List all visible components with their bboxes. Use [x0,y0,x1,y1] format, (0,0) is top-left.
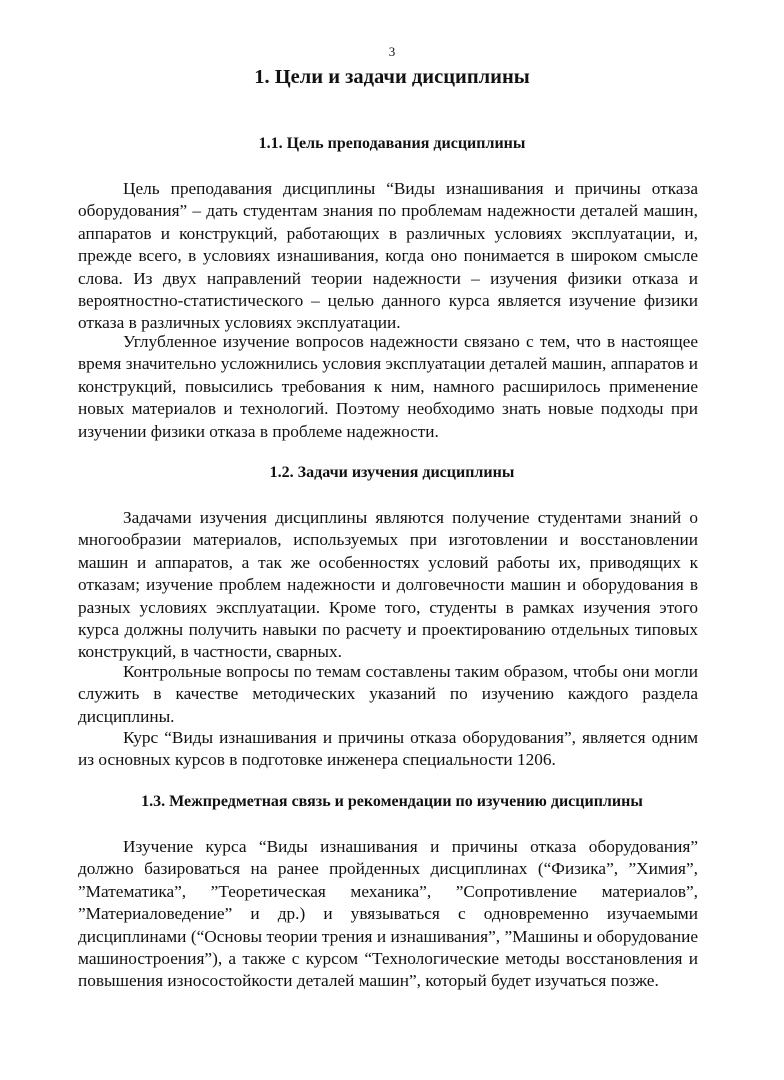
section-heading-1-3: 1.3. Межпредметная связь и рекомендации по изучению дисциплины [141,793,643,810]
page-title: 1. Цели и задачи дисциплины [254,66,530,88]
section-heading-1-1: 1.1. Цель преподавания дисциплины [258,135,526,152]
paragraph: Задачами изучения дисциплины являются получение студентами знаний о многообразии материалов, используемых при изготовлении и восстановлении машин и аппаратов, а так же особенностях условий работы их, приводящих к отказам; изучение проблем надежности и долговечности машин и оборудования в разных условиях эксплуатации. Кроме того, студенты в рамках изучения этого курса должны получить навыки по расчету и проектированию отдельных типовых конструкций, в частности, сварных. [78,508,698,662]
paragraph: Цель преподавания дисциплины “Виды изнашивания и причины отказа оборудования” – дать студентам знания по проблемам надежности деталей машин, аппаратов и конструкций, работающих в различных условиях эксплуатации, и, прежде всего, в условиях изнашивания, когда оно понимается в широком смысле слова. Из двух направлений теории надежности – изучения физики отказа и вероятностно-статистического – целью данного курса является изучение физики отказа в различных условиях эксплуатации. [78,179,698,333]
page-number: 3 [388,44,396,59]
paragraph: Углубленное изучение вопросов надежности связано с тем, что в настоящее время значительно усложнились условия эксплуатации деталей машин, аппаратов и конструкций, повысились требования к ним, намного расширилось применение новых материалов и технологий. Поэтому необходимо знать новые подходы при изучении физики отказа в проблеме надежности. [78,332,698,441]
paragraph: Изучение курса “Виды изнашивания и причины отказа оборудования” должно базироваться на ранее пройденных дисциплинах (“Физика”, ”Химия”, ”Математика”, ”Теоретическая механика”, ”Сопротивление материалов”, ”Материаловедение” и др.) и увязываться с одновременно изучаемыми дисциплинами (“Основы теории трения и изнашивания”, ”Машины и оборудование машиностроения”), а также с курсом “Технологические методы восстановления и повышения износостойкости деталей машин”, который будет изучаться позже. [78,837,698,991]
section-heading-1-2: 1.2. Задачи изучения дисциплины [269,464,515,481]
paragraph: Курс “Виды изнашивания и причины отказа оборудования”, является одним из основных курсов в подготовке инженера специальности 1206. [78,728,698,770]
paragraph: Контрольные вопросы по темам составлены таким образом, чтобы они могли служить в качестве методических указаний по изучению каждого раздела дисциплины. [78,662,698,726]
